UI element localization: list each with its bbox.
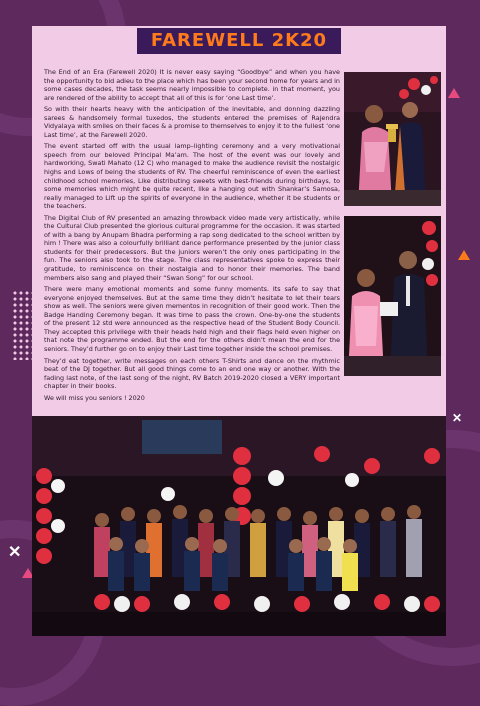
paragraph-3: The event started off with the usual lamp–lighting ceremony and a very motivational speech from our beloved Principal Ma’am. The host of the event was our lovely and hardworking, Swati Mahato (12 C) who managed to make the audience revisit the nostalgic highs and Lows of being the students of RV. The cheerful reminiscence of even the earliest childhood school memories, Like distributing sweets with best-friends during birthdays, to some memories which might be quite recent, like a hanging out with Shankar’s Samosa, really managed to Lift up the spirits of everyone in the audience, whether it be students or the teachers. <box>44 142 340 211</box>
cross-icon: ✕ <box>8 544 22 561</box>
photo-award-girl <box>344 72 441 206</box>
photo-group <box>32 416 446 636</box>
paragraph-6: They’d eat together, write messages on each others T-Shirts and dance on the rhythmic beat of the DJ together. But all good things come to an end one way or another. With the fading last note, of the last song of the night, RV Batch 2019-2020 closed a VERY important chapter in their books. <box>44 356 340 391</box>
article-title: FAREWELL 2K20 <box>137 28 341 54</box>
cross-icon: ✕ <box>452 411 463 425</box>
paragraph-2: So with their hearts heavy with the anticipation of the inevitable, and donning dazzling sarees & handsomely formal tuxedos, the students entered the premises of Rajendra Vidyalaya with smiles on their faces & a promise to themselves to enjoy it to the fullest ‘one Last time’, at the Farewell 2020. <box>44 105 340 139</box>
paragraph-5: There were many emotional moments and some funny moments. Its safe to say that everyone enjoyed themselves. But at the same time they didn’t hesitate to let their tears show as well. The seniors were given mementos in recognition of their good work. Then the Badge Handing Ceremony began. It was time to pass the crown. One-by-one the students of the present 12 std were announced as the respective head of the Student Body Council. They accepted this privilege with their heads held high and their flags held even higher on that note the programme ended. But the end for the others didn’t mean the end for the seniors. They’d further go on to enjoy their Last time together inside the school premises. <box>44 285 340 353</box>
paragraph-1: The End of an Era (Farewell 2020) It is never easy saying “Goodbye” and when you have the opportunity to bid adieu to the place which has been your second home for years and in some cases decades, the task seems nearly impossible to complete. in that moment, you are rendered of the ability to accept that all of this is for ‘one Last time’. <box>44 68 340 102</box>
paragraph-7: We will miss you seniors ! 2020 <box>44 393 145 402</box>
article-body <box>44 68 340 405</box>
paragraph-4: The Digital Club of RV presented an amazing throwback video made very artistically, while the Cultural Club presented the glorious cultural programme for the occasion. It was started of with a bang by Anupam Bhadra performing a rap song dedicated to the school written by him ! There was also a colourfully brilliant dance performance presented by the junior class students for their predecessors. But the juniors weren’t the only ones participating in the fun. The seniors also took to the stage. The class representatives spoke to express their gratitude, to reminiscence on their nostalgia and to honor their memories. The band members also sang and played their “Swan Song” for our school. <box>44 213 340 282</box>
photo-award-boy <box>344 216 441 376</box>
title-wrap <box>32 28 446 54</box>
triangle-icon <box>458 250 470 260</box>
article-panel <box>32 26 446 636</box>
triangle-icon <box>448 88 460 98</box>
